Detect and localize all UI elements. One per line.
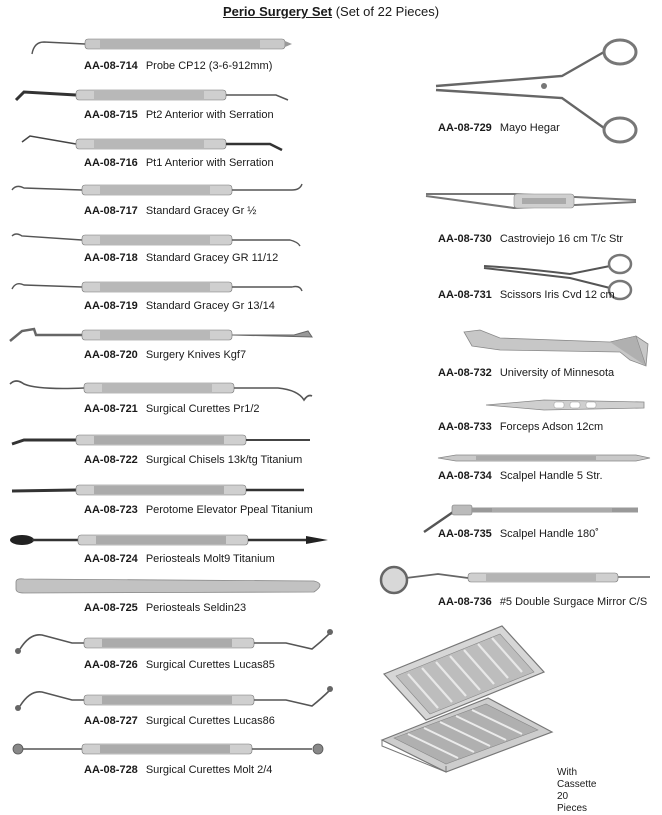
instrument-cassette-image — [378, 622, 556, 772]
set-title: Perio Surgery Set — [222, 4, 333, 19]
product-code: AA-08-725 — [84, 602, 138, 614]
surgical-chisel-image — [10, 432, 320, 452]
product-name: Surgical Chisels 13k/tg Titanium — [145, 454, 303, 466]
product-name: Surgery Knives Kgf7 — [145, 349, 247, 361]
product-label — [84, 403, 260, 415]
castroviejo-image — [424, 182, 654, 222]
scalpel-handle-image — [436, 450, 656, 466]
periosteal-image — [8, 530, 338, 552]
surgical-curette-image — [12, 684, 332, 714]
gracey-curette-image — [10, 230, 310, 252]
product-label — [84, 602, 246, 614]
product-code: AA-08-728 — [84, 764, 138, 776]
product-name: Scalpel Handle 180˚ — [499, 528, 599, 540]
product-label — [84, 553, 275, 565]
product-name: Pt2 Anterior with Serration — [145, 109, 274, 121]
product-code: AA-08-736 — [438, 596, 492, 608]
product-label — [84, 504, 313, 516]
product-name: Surgical Curettes Molt 2/4 — [145, 764, 273, 776]
product-label — [84, 252, 278, 264]
product-code: AA-08-724 — [84, 553, 138, 565]
surgery-knife-image — [8, 325, 318, 347]
product-code: AA-08-730 — [438, 233, 492, 245]
surgical-curette-image — [12, 627, 332, 657]
product-name: Forceps Adson 12cm — [499, 421, 604, 433]
product-label — [438, 122, 560, 134]
adson-forceps-image — [484, 394, 654, 418]
gracey-curette-image — [10, 277, 310, 299]
product-name: Mayo Hegar — [499, 122, 560, 134]
anterior-serration-image — [20, 134, 310, 156]
product-label — [438, 596, 647, 608]
product-name: Castroviejo 16 cm T/c Str — [499, 233, 624, 245]
product-label — [438, 367, 614, 379]
product-code: AA-08-732 — [438, 367, 492, 379]
product-code: AA-08-729 — [438, 122, 492, 134]
product-label — [84, 454, 302, 466]
product-label — [84, 60, 272, 72]
product-label — [438, 528, 599, 540]
dental-mirror-image — [378, 564, 660, 600]
cassette-caption-line2: 20 Pieces — [557, 791, 588, 814]
periotome-elevator-image — [10, 481, 320, 501]
product-label — [84, 764, 272, 776]
product-label — [84, 349, 246, 361]
product-name: Scalpel Handle 5 Str. — [499, 470, 603, 482]
product-code: AA-08-717 — [84, 205, 138, 217]
anterior-serration-image — [14, 86, 304, 108]
product-code: AA-08-722 — [84, 454, 138, 466]
periosteal-seldin-image — [14, 576, 334, 598]
product-label — [438, 421, 603, 433]
product-label — [438, 470, 603, 482]
product-label — [438, 289, 615, 301]
product-code: AA-08-718 — [84, 252, 138, 264]
product-code: AA-08-720 — [84, 349, 138, 361]
product-name: Pt1 Anterior with Serration — [145, 157, 274, 169]
surgical-curette-molt-image — [10, 740, 330, 760]
product-label — [438, 233, 623, 245]
cassette-caption-line1: With Cassette — [557, 767, 597, 790]
product-code: AA-08-733 — [438, 421, 492, 433]
product-name: Scissors Iris Cvd 12 cm — [499, 289, 615, 301]
product-label — [84, 157, 274, 169]
product-code: AA-08-726 — [84, 659, 138, 671]
product-label — [84, 205, 256, 217]
page-title — [0, 4, 662, 19]
product-code: AA-08-716 — [84, 157, 138, 169]
gracey-curette-image — [10, 180, 310, 202]
product-label — [84, 300, 275, 312]
product-name: University of Minnesota — [499, 367, 615, 379]
product-name: Perotome Elevator Ppeal Titanium — [145, 504, 313, 516]
product-code: AA-08-715 — [84, 109, 138, 121]
product-name: Standard Gracey GR 11/12 — [145, 252, 279, 264]
product-code: AA-08-735 — [438, 528, 492, 540]
product-code: AA-08-727 — [84, 715, 138, 727]
product-code: AA-08-714 — [84, 60, 138, 72]
product-label — [84, 109, 274, 121]
product-code: AA-08-731 — [438, 289, 492, 301]
product-name: Standard Gracey Gr 13/14 — [145, 300, 275, 312]
retractor-image — [460, 326, 660, 370]
product-code: AA-08-734 — [438, 470, 492, 482]
product-name: Periosteals Molt9 Titanium — [145, 553, 275, 565]
product-name: Surgical Curettes Pr1/2 — [145, 403, 260, 415]
product-label — [84, 659, 275, 671]
product-name: Surgical Curettes Lucas85 — [145, 659, 275, 671]
cassette-caption — [557, 767, 596, 815]
surgical-curette-image — [8, 376, 318, 402]
product-code: AA-08-719 — [84, 300, 138, 312]
product-name: Periosteals Seldin23 — [145, 602, 247, 614]
product-name: Standard Gracey Gr ½ — [145, 205, 257, 217]
probe-image — [30, 34, 300, 60]
product-name: Surgical Curettes Lucas86 — [145, 715, 275, 727]
product-code: AA-08-721 — [84, 403, 138, 415]
set-subtitle: (Set of 22 Pieces) — [335, 4, 440, 19]
product-label — [84, 715, 275, 727]
product-name: #5 Double Surgace Mirror C/S — [499, 596, 648, 608]
product-code: AA-08-723 — [84, 504, 138, 516]
product-name: Probe CP12 (3-6-912mm) — [145, 60, 273, 72]
